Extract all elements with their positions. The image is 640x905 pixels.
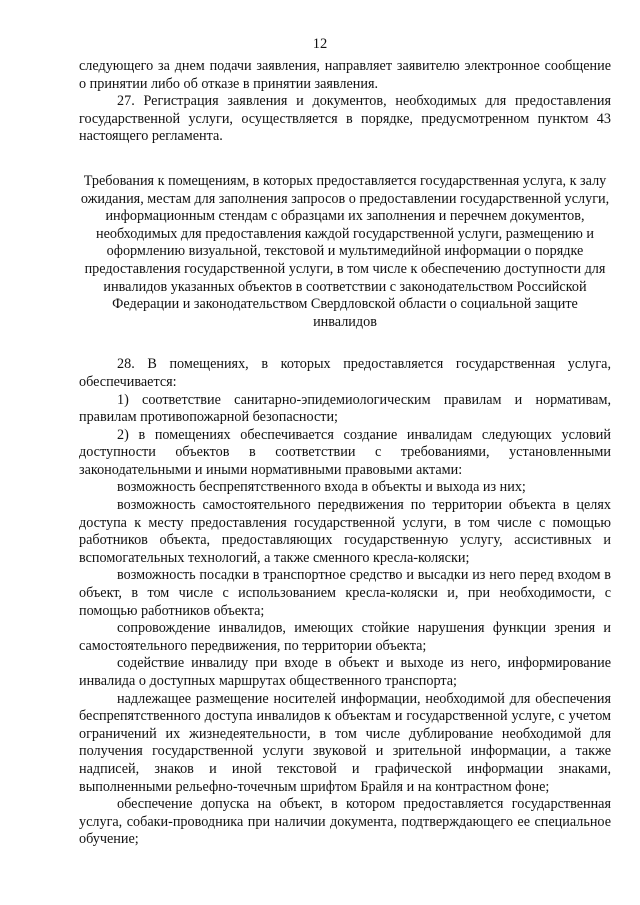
condition-transport: возможность посадки в транспортное средство и высадки из него перед входом в объект, в том числе с использованием кресла-коляски и, при необходимости, с помощью работников объекта;	[79, 567, 611, 619]
condition-entrance: возможность беспрепятственного входа в объекты и выхода из них;	[117, 479, 526, 496]
condition-assistance: содействие инвалиду при входе в объект и выходе из него, информирование инвалида о доступных маршрутах общественного транспорта;	[79, 655, 611, 689]
paragraph-28-item-2: 2) в помещениях обеспечивается создание инвалидам следующих условий доступности объектов в соответствии с требованиями, установленными законодательными и иными нормативными правовыми актами:	[79, 426, 611, 478]
condition-movement: возможность самостоятельного передвижения по территории объекта в целях доступа к месту предоставления государственной услуги, в том числе с помощью работников объекта, предоставляющих государственную услугу, ассистивных и вспомогательных технологий, а также сменного кресла-коляски;	[79, 497, 611, 566]
paragraph-28: 28. В помещениях, в которых предоставляется государственная услуга, обеспечивается:	[79, 356, 611, 390]
condition-information: надлежащее размещение носителей информации, необходимой для обеспечения беспрепятственного доступа инвалидов к объектам и государственной услуге, с учетом ограничений их жизнедеятельности, в том числе дублирование необходимой для получения государственной услуги звуковой и зрительной информации, а также надписей, знаков и иной текстовой и графической информации знаками, выполненными рельефно-точечным шрифтом Брайля и на контрастном фоне;	[79, 690, 611, 795]
document-body	[79, 58, 611, 849]
condition-escort: сопровождение инвалидов, имеющих стойкие нарушения функции зрения и самостоятельного передвижения, по территории объекта;	[79, 620, 611, 654]
paragraph-27: 27. Регистрация заявления и документов, необходимых для предоставления государственной услуги, осуществляется в порядке, предусмотренном пунктом 43 настоящего регламента.	[79, 93, 611, 145]
paragraph-28-item-1: 1) соответствие санитарно-эпидемиологическим правилам и нормативам, правилам противопожарной безопасности;	[79, 391, 611, 426]
section-heading: Требования к помещениям, в которых предоставляется государственная услуга, к залу ожидания, местам для заполнения запросов о предоставлении государственной услуги, информационным стендам с образцами их заполнения и перечнем документов, необходимых для предоставления каждой государственной услуги, размещению и оформлению визуальной, текстовой и мультимедийной информации о порядке предоставления государственной услуги, в том числе к обеспечению доступности для инвалидов указанных объектов в соответствии с законодательством Российской Федерации и законодательством Свердловской области о социальной защите инвалидов	[80, 172, 610, 330]
paragraph-continuation: следующего за днем подачи заявления, направляет заявителю электронное сообщение о принятии либо об отказе в принятии заявления.	[79, 58, 611, 92]
condition-guide-dog: обеспечение допуска на объект, в котором предоставляется государственная услуга, собаки-проводника при наличии документа, подтверждающего ее специальное обучение;	[79, 796, 611, 848]
page-number: 12	[312, 36, 328, 52]
